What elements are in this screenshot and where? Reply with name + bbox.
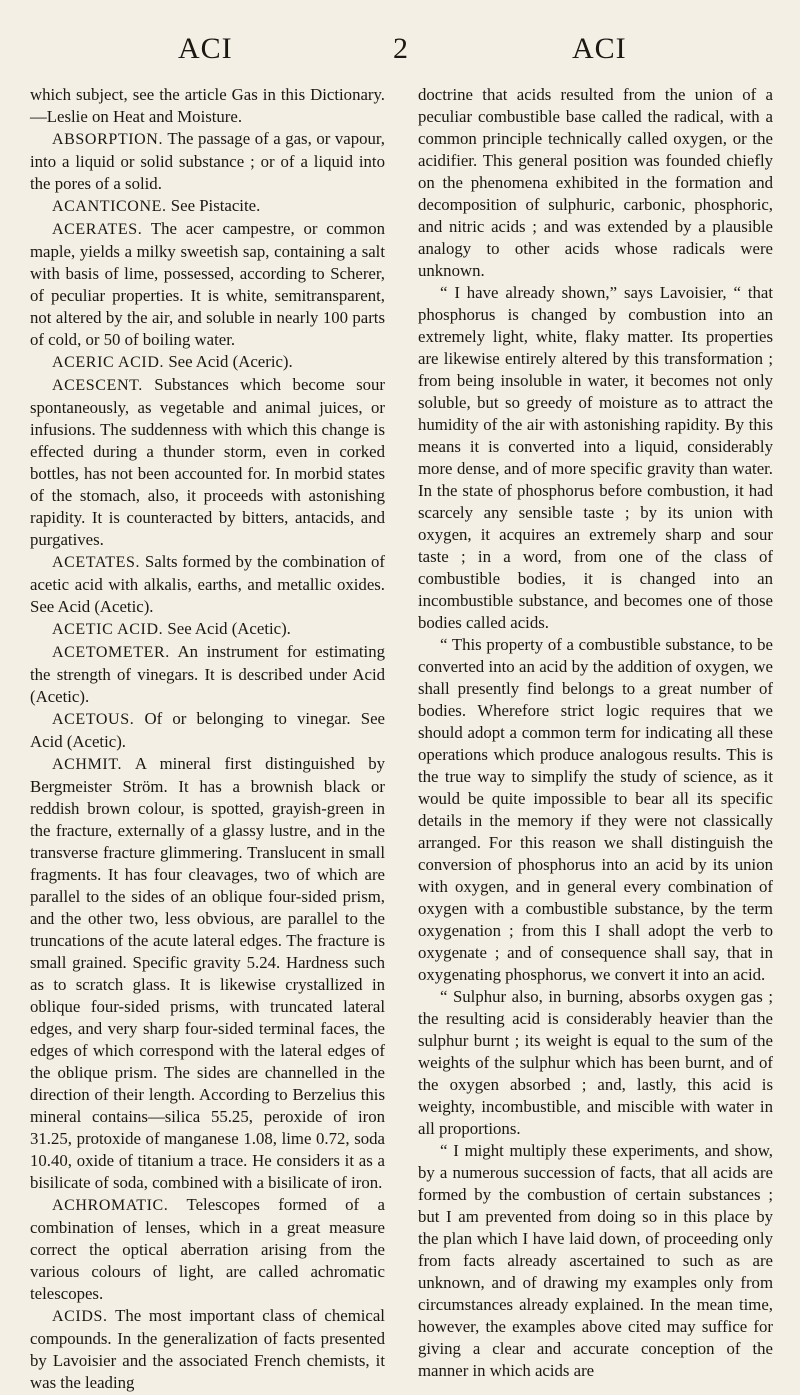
- entry-headword: ACETATES.: [52, 554, 141, 571]
- quoted-paragraph: “ I have already shown,” says Lavoisier, “ that phosphorus is changed by combustion into an extremely light, white, flaky matter. Its properties are likewise entirely altered by this transformation ; from being insoluble in water, it becomes not only soluble, but so greedy of moisture as to attract the humidity of the air with astonishing rapidity. By this means it is converted into a liquid, considerably more dense, and of more specific gravity than water. In the state of phosphorus before combustion, it had scarcely any sensible taste ; by its union with oxygen, it acquires an extremely sharp and sour taste ; in a word, from one of the class of combustible bodies, it is changed into an incombustible substance, and becomes one of those bodies called acids.: [418, 283, 773, 632]
- quoted-paragraph: “ I might multiply these experiments, and show, by a numerous succession of facts, that all acids are formed by the combustion of certain substances ; but I am prevented from doing so in this place by the plan which I have laid down, of proceeding only from facts already ascertained to such as are unknown, and of drawing my examples only from circumstances already explained. In the mean time, however, the examples above cited may suffice for giving a clear and accurate conception of the manner in which acids are: [418, 1141, 773, 1380]
- entry-text: The most important class of chemical compounds. In the generalization of facts presented by Lavoisier and the associated French chemists, it was the leading: [30, 1306, 385, 1392]
- entry-headword: ACIDS.: [52, 1308, 108, 1325]
- entry-text: See Pistacite.: [170, 196, 261, 215]
- entry-text: See Acid (Aceric).: [168, 352, 293, 371]
- running-head-right: ACI: [572, 32, 627, 65]
- right-column: [418, 84, 773, 1382]
- entry-text: See Acid (Acetic).: [167, 619, 291, 638]
- entry-headword: ACETOMETER.: [52, 644, 170, 661]
- dictionary-entry: [30, 351, 385, 374]
- entry-headword: ACHMIT.: [52, 756, 123, 773]
- page-number: 2: [393, 32, 409, 65]
- entry-headword: ACERIC ACID.: [52, 354, 165, 371]
- entry-text: An instrument for estimating the strength of vinegars. It is described under Acid (Acetic).: [30, 642, 385, 706]
- dictionary-entry: [30, 374, 385, 551]
- entry-headword: ACETOUS.: [52, 711, 135, 728]
- entry-text: Salts formed by the combination of acetic acid with alkalis, earths, and metallic oxides. See Acid (Acetic).: [30, 552, 385, 616]
- dictionary-entry: [30, 618, 385, 641]
- entry-text: A mineral first distinguished by Bergmeister Ström. It has a brownish black or reddish brown colour, is spotted, grayish-green in the fracture, externally of a glassy lustre, and in the transverse fracture glimmering. Translucent in small fragments. It has four cleavages, two of which are parallel to the sides of an oblique four-sided prism, and the other two, less obvious, are parallel to the truncations of the acute lateral edges. The fracture is small grained. Specific gravity 5.24. Hardness such as to scratch glass. It is likewise crystallized in oblique four-sided prisms, with truncated lateral edges, and very sharp four-sided terminal faces, the edges of which correspond with the lateral edges of the oblique prism. The sides are channelled in the direction of their length. According to Berzelius this mineral contains—silica 55.25, peroxide of iron 31.25, protoxide of manganese 1.08, lime 0.72, soda 10.40, oxide of titanium a trace. He considers it as a bisilicate of soda, combined with a bisilicate of iron.: [30, 754, 385, 1192]
- entry-text: Telescopes formed of a combination of lenses, which in a great measure correct the optical aberration arising from the various colours of light, are called achromatic telescopes.: [30, 1195, 385, 1303]
- dictionary-entry: [30, 641, 385, 708]
- dictionary-entry: [30, 708, 385, 753]
- entry-text: Substances which become sour spontaneously, as vegetable and animal juices, or infusions. The suddenness with which this change is effected during a thunder storm, even in corked bottles, has not been accounted for. In morbid states of the stomach, also, it proceeds with astonishing rapidity. It is counteracted by bitters, antacids, and purgatives.: [30, 375, 385, 549]
- dictionary-entry: [30, 753, 385, 1194]
- continued-paragraph: doctrine that acids resulted from the union of a peculiar combustible base called the radical, with a common principle technically called oxygen, or the acidifier. This general position was founded chiefly on the phenomena exhibited in the formation and decomposition of sulphuric, carbonic, phosphoric, and nitric acids ; and was extended by a plausible analogy to other acids whose radicals were unknown.: [418, 85, 773, 280]
- dictionary-entry: [30, 128, 385, 195]
- entry-text: Of or belonging to vinegar. See Acid (Acetic).: [30, 709, 385, 751]
- entry-headword: ABSORPTION.: [52, 131, 164, 148]
- left-column: [30, 84, 385, 1394]
- entry-headword: ACESCENT.: [52, 377, 143, 394]
- entry-headword: ACERATES.: [52, 221, 143, 238]
- dictionary-entry: [30, 1194, 385, 1305]
- continued-paragraph: which subject, see the article Gas in this Dictionary.—Leslie on Heat and Moisture.: [30, 85, 385, 126]
- running-head-left: ACI: [178, 32, 233, 65]
- dictionary-entry: [30, 551, 385, 618]
- dictionary-entry: [30, 1305, 385, 1394]
- entry-headword: ACETIC ACID.: [52, 621, 164, 638]
- entry-headword: ACHROMATIC.: [52, 1197, 169, 1214]
- quoted-paragraph: “ Sulphur also, in burning, absorbs oxygen gas ; the resulting acid is considerably heavier than the sulphur burnt ; its weight is equal to the sum of the weights of the sulphur which has been burnt, and of the oxygen absorbed ; and, lastly, this acid is weighty, incombustible, and miscible with water in all proportions.: [418, 987, 773, 1138]
- entry-headword: ACANTICONE.: [52, 198, 167, 215]
- quoted-paragraph: “ This property of a combustible substance, to be converted into an acid by the addition of oxygen, we shall presently find belongs to a great number of bodies. Wherefore strict logic requires that we should adopt a common term for indicating all these operations which produce analogous results. This is the true way to simplify the study of science, as it would be quite impossible to bear all its specific details in the memory if they were not classically arranged. For this reason we shall distinguish the conversion of phosphorus into an acid by its union with oxygen, and in general every combination of oxygen with a combustible substance, by the term oxygenation ; from this I shall adopt the verb to oxygenate ; and of consequence shall say, that in oxygenating phosphorus, we convert it into an acid.: [418, 635, 773, 984]
- entry-text: The passage of a gas, or vapour, into a liquid or solid substance ; or of a liquid into the pores of a solid.: [30, 129, 385, 193]
- entry-text: The acer campestre, or common maple, yields a milky sweetish sap, containing a salt with basis of lime, possessed, according to Scherer, of peculiar properties. It is white, semitransparent, not altered by the air, and soluble in nearly 100 parts of cold, or 50 of boiling water.: [30, 219, 385, 349]
- dictionary-entry: [30, 218, 385, 351]
- dictionary-entry: [30, 195, 385, 218]
